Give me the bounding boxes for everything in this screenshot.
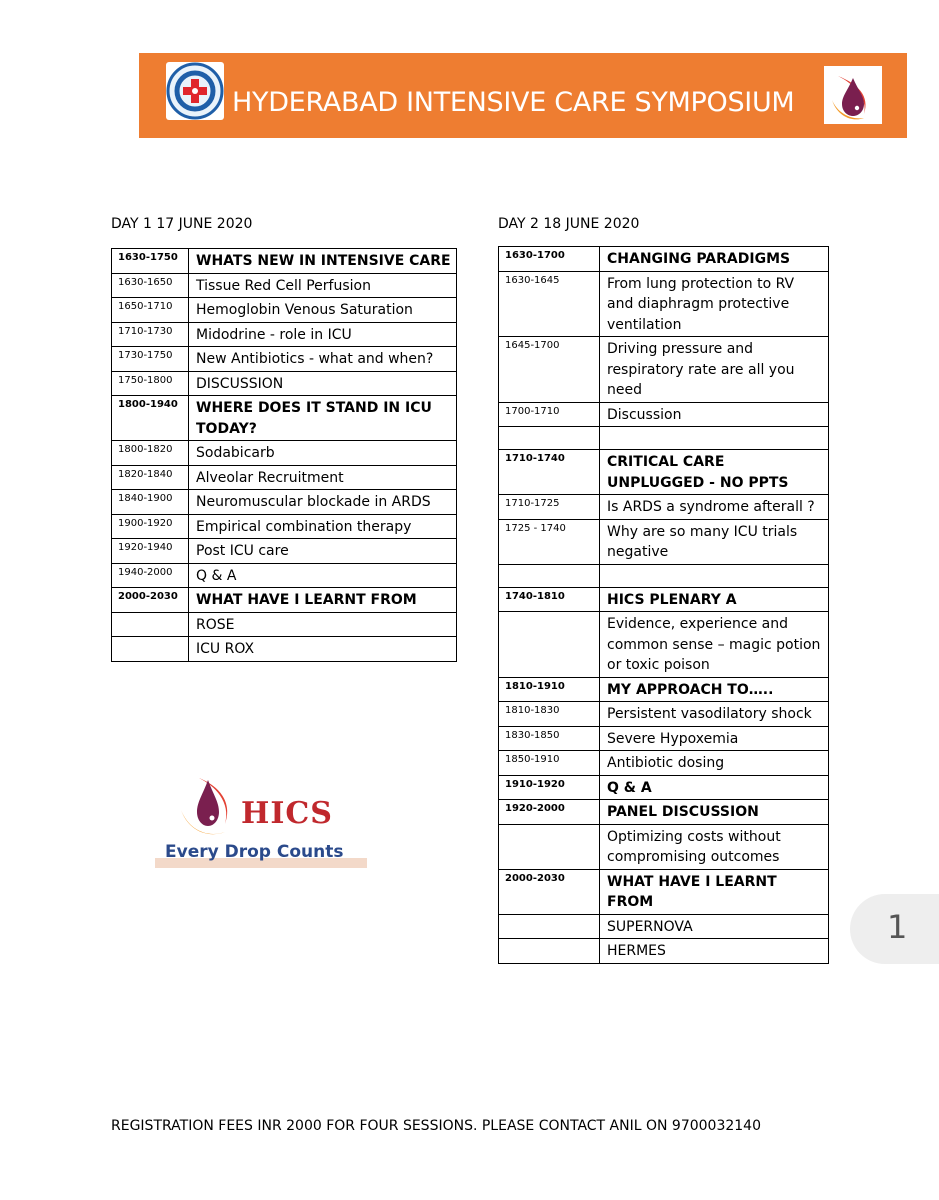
table-row [499,495,829,520]
time-cell: 1750-1800 [112,371,189,396]
time-cell: 1920-1940 [112,539,189,564]
time-cell: 1820-1840 [112,465,189,490]
time-cell: 1710-1725 [499,495,600,520]
table-row [112,273,457,298]
page-number: 1 [887,908,908,946]
table-row [499,869,829,914]
session-cell: WHERE DOES IT STAND IN ICU TODAY? [189,396,457,441]
table-row [499,612,829,678]
time-cell: 2000-2030 [112,588,189,613]
session-cell [600,564,829,587]
session-cell: New Antibiotics - what and when? [189,347,457,372]
table-row [499,751,829,776]
session-cell: Hemoglobin Venous Saturation [189,298,457,323]
table-row [499,726,829,751]
time-cell: 1630-1645 [499,271,600,337]
session-cell: Sodabicarb [189,441,457,466]
time-cell: 2000-2030 [499,869,600,914]
session-cell: SUPERNOVA [600,914,829,939]
session-cell: WHAT HAVE I LEARNT FROM [189,588,457,613]
table-row [112,347,457,372]
table-row-empty [499,564,829,587]
page-number-tab [850,894,939,964]
time-cell: 1800-1940 [112,396,189,441]
hics-name: HICS [241,796,333,831]
time-cell: 1730-1750 [112,347,189,372]
table-row [499,271,829,337]
session-cell: Empirical combination therapy [189,514,457,539]
time-cell: 1630-1650 [112,273,189,298]
session-cell: Tissue Red Cell Perfusion [189,273,457,298]
table-row [499,519,829,564]
session-cell: CHANGING PARADIGMS [600,247,829,272]
session-cell: CRITICAL CARE UNPLUGGED - NO PPTS [600,450,829,495]
time-cell: 1650-1710 [112,298,189,323]
table-row [499,775,829,800]
table-row [112,465,457,490]
time-cell [499,427,600,450]
time-cell: 1850-1910 [499,751,600,776]
time-cell: 1800-1820 [112,441,189,466]
time-cell [112,637,189,662]
table-row [499,247,829,272]
time-cell: 1645-1700 [499,337,600,403]
table-row [112,371,457,396]
table-row [112,612,457,637]
time-cell: 1830-1850 [499,726,600,751]
time-cell [499,939,600,964]
session-cell: Severe Hypoxemia [600,726,829,751]
time-cell: 1940-2000 [112,563,189,588]
session-cell: ROSE [189,612,457,637]
session-cell: PANEL DISCUSSION [600,800,829,825]
day2-heading: DAY 2 18 JUNE 2020 [498,216,640,232]
time-cell: 1710-1730 [112,322,189,347]
table-row [112,441,457,466]
time-cell: 1900-1920 [112,514,189,539]
table-row [112,322,457,347]
session-cell: WHAT HAVE I LEARNT FROM [600,869,829,914]
session-cell: Alveolar Recruitment [189,465,457,490]
session-cell: HERMES [600,939,829,964]
hics-tagline: Every Drop Counts [165,842,344,862]
day2-schedule-table [498,246,829,964]
session-cell: MY APPROACH TO….. [600,677,829,702]
time-cell: 1810-1830 [499,702,600,727]
drop-logo-icon [824,66,882,124]
session-cell: ICU ROX [189,637,457,662]
time-cell [499,824,600,869]
time-cell: 1630-1750 [112,249,189,274]
time-cell: 1910-1920 [499,775,600,800]
session-cell: WHATS NEW IN INTENSIVE CARE [189,249,457,274]
table-row [499,587,829,612]
time-cell: 1840-1900 [112,490,189,515]
session-cell: Why are so many ICU trials negative [600,519,829,564]
table-row [112,490,457,515]
time-cell [499,564,600,587]
time-cell: 1725 - 1740 [499,519,600,564]
table-row [112,396,457,441]
table-row [499,450,829,495]
table-row [112,539,457,564]
day1-heading: DAY 1 17 JUNE 2020 [111,216,253,232]
session-cell: Is ARDS a syndrome afterall ? [600,495,829,520]
time-cell: 1740-1810 [499,587,600,612]
session-cell: Q & A [600,775,829,800]
table-row [112,249,457,274]
session-cell: Optimizing costs without compromising outcomes [600,824,829,869]
table-row [112,563,457,588]
table-row [499,800,829,825]
time-cell: 1710-1740 [499,450,600,495]
table-row [499,702,829,727]
table-row [499,824,829,869]
session-cell: Neuromuscular blockade in ARDS [189,490,457,515]
table-row [499,402,829,427]
session-cell: Discussion [600,402,829,427]
time-cell: 1630-1700 [499,247,600,272]
session-cell: Antibiotic dosing [600,751,829,776]
table-row [112,588,457,613]
time-cell: 1810-1910 [499,677,600,702]
day1-schedule-table [111,248,457,662]
session-cell: Q & A [189,563,457,588]
drop-icon [177,774,239,840]
session-cell: Persistent vasodilatory shock [600,702,829,727]
session-cell: Midodrine - role in ICU [189,322,457,347]
clinic-logo-icon [166,62,224,120]
table-row [112,298,457,323]
time-cell: 1700-1710 [499,402,600,427]
session-cell: Driving pressure and respiratory rate are all you need [600,337,829,403]
table-row [499,677,829,702]
time-cell [499,914,600,939]
hics-logo [155,770,367,868]
session-cell: DISCUSSION [189,371,457,396]
table-row [499,939,829,964]
header-banner [139,53,907,138]
table-row [499,914,829,939]
page-title: HYDERABAD INTENSIVE CARE SYMPOSIUM [232,87,795,118]
table-row [499,337,829,403]
session-cell: From lung protection to RV and diaphragm protective ventilation [600,271,829,337]
table-row [112,637,457,662]
time-cell [112,612,189,637]
time-cell [499,612,600,678]
table-row [112,514,457,539]
table-row-empty [499,427,829,450]
session-cell: HICS PLENARY A [600,587,829,612]
session-cell [600,427,829,450]
registration-footer: REGISTRATION FEES INR 2000 FOR FOUR SESSIONS. PLEASE CONTACT ANIL ON 9700032140 [111,1118,761,1134]
session-cell: Post ICU care [189,539,457,564]
session-cell: Evidence, experience and common sense – magic potion or toxic poison [600,612,829,678]
time-cell: 1920-2000 [499,800,600,825]
